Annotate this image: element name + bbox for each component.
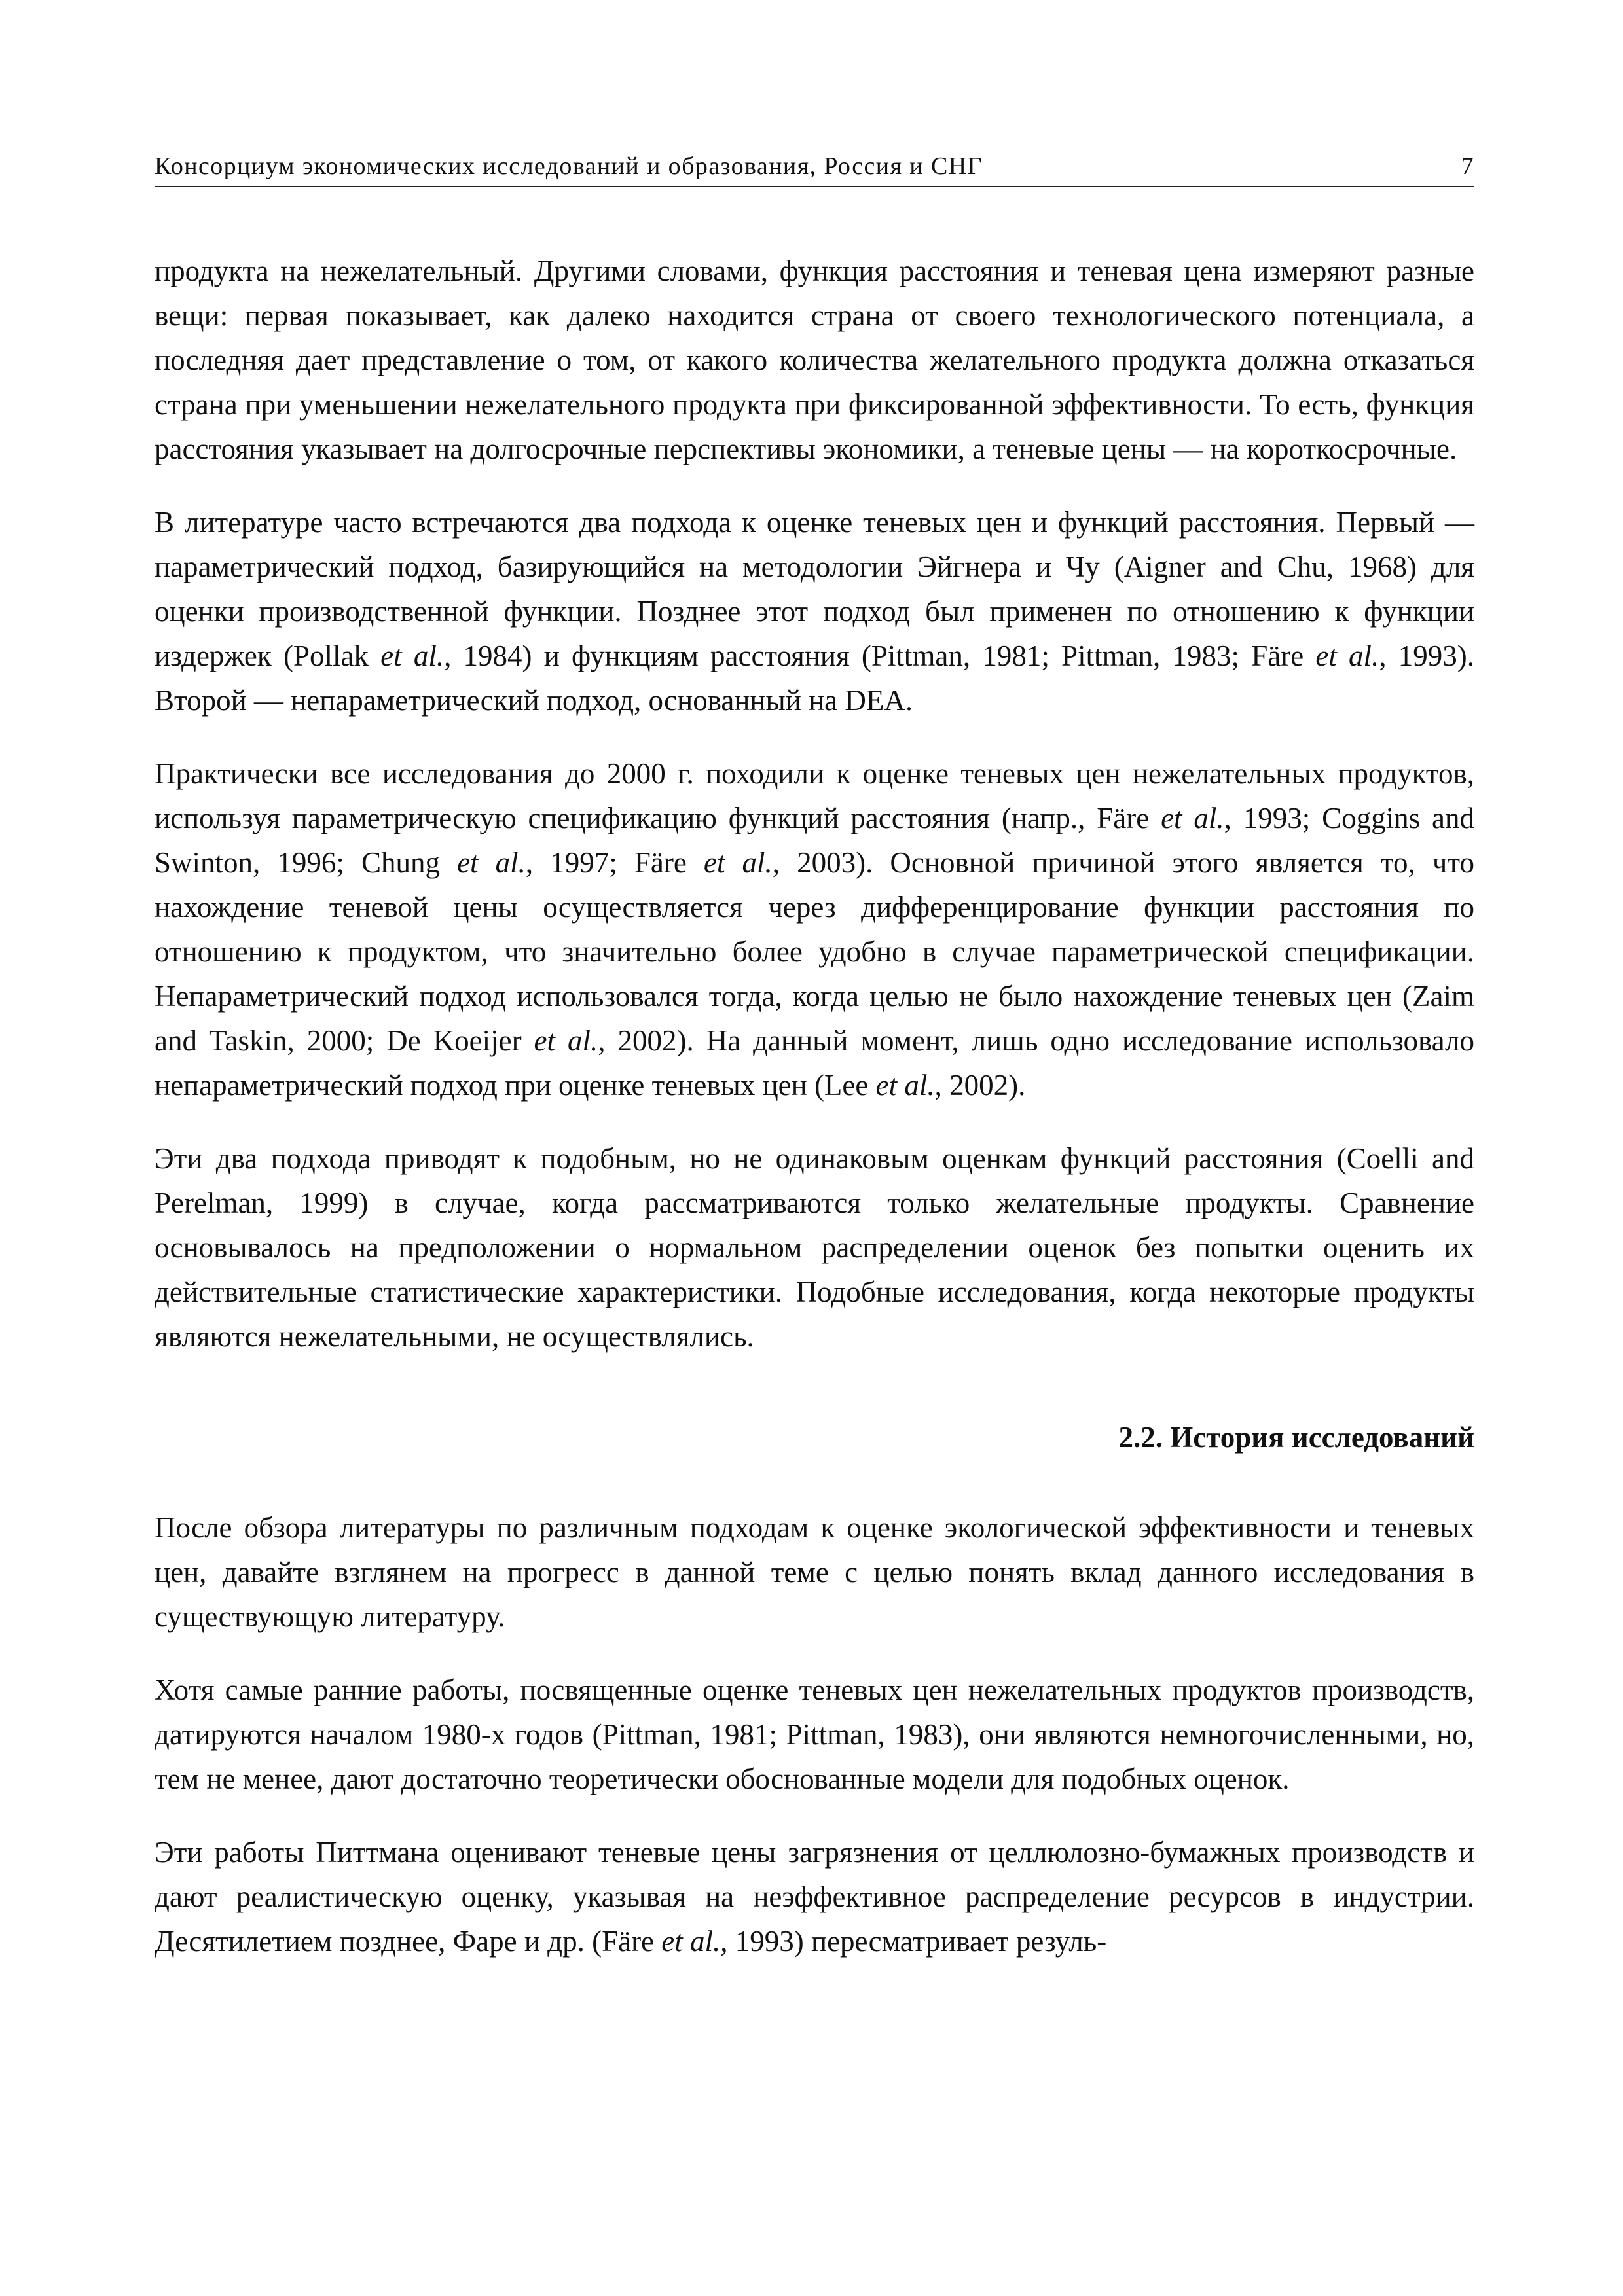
et-al: et al. [1315, 639, 1379, 672]
paragraph-1: продукта на нежелательный. Другими словами, функция расстояния и теневая цена измеряют разные вещи: первая показывает, как далеко находится страна от своего технологического потенциала, а последняя дает представление о том, от какого количества желательного продукта должна отказаться страна при уменьшении нежелательного продукта при фиксированной эффективности. То есть, функция расстояния указывает на долгосрочные перспективы экономики, а теневые цены — на короткосрочные. [155, 255, 1474, 465]
et-al: et al. [1161, 802, 1224, 834]
et-al: et al. [534, 1024, 598, 1057]
et-al: et al. [380, 639, 445, 672]
paragraph-6: Хотя самые ранние работы, посвященные оценке теневых цен нежелательных продуктов производств, датируются началом 1980-х годов (Pittman, 1981; Pittman, 1983), они являются немногочисленными, но, тем не менее, дают достаточно теоретически обоснованные модели для подобных оценок. [155, 1674, 1474, 1795]
running-header [155, 145, 1474, 187]
page-number: 7 [1461, 152, 1474, 180]
section-heading: 2.2. История исследований [1118, 1421, 1474, 1454]
et-al: et al. [875, 1069, 935, 1102]
et-al: et al. [457, 846, 526, 879]
paragraph-4: Эти два подхода приводят к подобным, но не одинаковым оценкам функций расстояния (Coelli and Perelman, 1999) в случае, когда рассматриваются только желательные продукты. Сравнение основывалось на предположении о нормальном распределении оценок без попытки оценить их действительные статистические характеристики. Подобные исследования, когда некоторые продукты являются нежелательными, не осуществлялись. [155, 1142, 1474, 1353]
document-body [155, 249, 1474, 1992]
paragraph-7: Эти работы Питтмана оценивают теневые цены загрязнения от целлюлозно-бумажных производств и дают реалистическую оценку, указывая на неэффективное распределение ресурсов в индустрии. Десятилетием позднее, Фаре и др. (Färe et al., 1993) пересматривает резуль- [155, 1836, 1474, 1958]
paragraph-3: Практически все исследования до 2000 г. походили к оценке теневых цен нежелательных продуктов, используя параметрическую спецификацию функций расстояния (напр., Färe et al., 1993; Coggins and Swinton, 1996; Chung et al., 1997; Färe et al., 2003). Основной причиной этого является то, что нахождение теневой цены осуществляется через дифференцирование функции расстояния по отношению к продуктом, что значительно более удобно в случае параметрической спецификации. Непараметрический подход использовался тогда, когда целью не было нахождение теневых цен (Zaim and Taskin, 2000; De Koeijer et al., 2002). На данный момент, лишь одно исследование использовало непараметрический подход при оценке теневых цен (Lee et al., 2002). [155, 757, 1475, 1102]
paragraph-5: После обзора литературы по различным подходам к оценке экологической эффективности и теневых цен, давайте взглянем на прогресс в данной теме с целью понять вклад данного исследования в существующую литературу. [155, 1511, 1474, 1633]
paragraph-2: В литературе часто встречаются два подхода к оценке теневых цен и функций расстояния. Первый — параметрический подход, базирующийся на методологии Эйгнера и Чу (Aigner and Chu, 1968) для оценки производственной функции. Позднее этот подход был применен по отношению к функции издержек (Pollak et al., 1984) и функциям расстояния (Pittman, 1981; Pittman, 1983; Färe et al., 1993). Второй — непараметрический подход, основанный на DEA. [155, 506, 1474, 717]
et-al: et al. [703, 846, 773, 879]
et-al: et al. [661, 1925, 721, 1958]
running-title: Консорциум экономических исследований и образования, Россия и СНГ [155, 152, 983, 180]
